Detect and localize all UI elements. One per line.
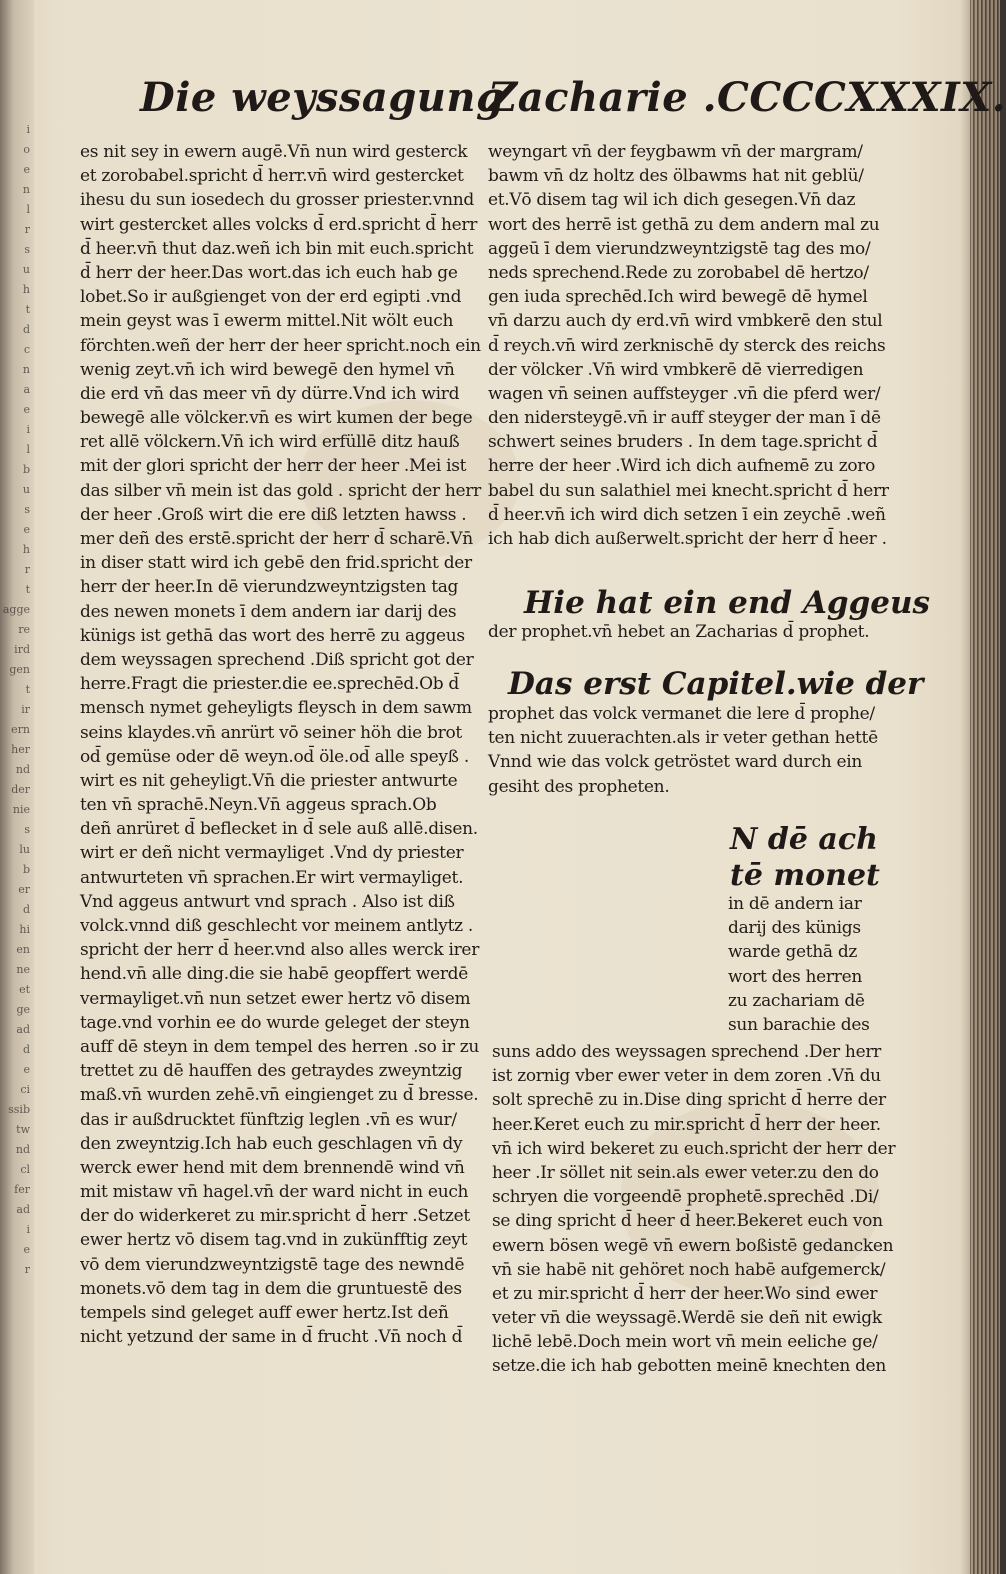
text-line: tempels sind geleget auff ewer hertz.Ist deñ [80,1303,449,1323]
text-line: wort des herren [728,966,862,987]
text-line: et.Vō disem tag wil ich dich gesegen.Vn̄ daz [488,190,856,211]
text-line: der heer .Groß wirt die ere diß letzten hawss . [80,504,467,525]
bleed-through-fragment: i [26,123,30,136]
bleed-through-fragment: t [25,583,30,596]
text-line: lichē lebē.Doch mein wort vn̄ mein eeliche ge/ [492,1332,878,1353]
text-line: mein geyst was ī ewerm mittel.Nit wölt euch [80,311,454,332]
text-line: od̄ gemüse oder dē weyn.od̄ öle.od̄ alle speyß . [80,746,469,767]
text-line: darij des künigs [728,918,861,939]
bleed-through-fragment: a [23,383,30,396]
bleed-through-fragment: c [23,343,30,356]
text-line: künigs ist gethā das wort des herrē zu aggeus [80,625,465,646]
bleed-through-fragment: i [26,1223,30,1236]
bleed-through-fragment: nd [15,1143,30,1156]
text-line: volck.vnnd diß geschlecht vor meinem antlytz . [80,916,473,936]
facing-page-bleed-through [2,120,30,1400]
text-line: heer.Keret euch zu mir.spricht d̄ herr der heer. [492,1114,881,1135]
text-line: warde gethā dz [728,942,858,963]
bleed-through-fragment: h [22,283,30,296]
left-text-column [80,140,481,1349]
right-text-column-bottom [492,1040,896,1379]
bleed-through-fragment: nd [15,763,30,776]
text-line: suns addo des weyssagen sprechend .Der herr [492,1042,881,1062]
text-line: ten vn̄ sprachē.Neyn.Vn̄ aggeus sprach.Ob [80,795,437,816]
text-line: solt sprechē zu in.Dise ding spricht d̄ herre der [492,1090,886,1111]
bleed-through-fragment: re [18,623,30,636]
text-line: zu zachariam dē [728,990,865,1011]
text-line: dem weyssagen sprechend .Diß spricht got der [80,649,474,670]
bleed-through-fragment: s [24,823,30,836]
bleed-through-fragment: ern [11,723,30,736]
bleed-through-fragment: t [25,683,30,696]
text-line: vermayliget.vn̄ nun setzet ewer hertz vō disem [80,988,471,1009]
text-line: gen iuda sprechēd.Ich wird bewegē dē hymel [488,287,868,308]
decorated-initial [730,822,880,894]
bleed-through-fragment: der [11,783,30,796]
text-line: wirt es nit geheyligt.Vn̄ die priester antwurte [80,770,458,791]
bleed-through-fragment: her [11,743,30,756]
text-line: nicht yetzund der same in d̄ frucht .Vn̄ noch d̄ [80,1327,463,1348]
text-line: weyngart vn̄ der feygbawm vn̄ der margram/ [488,142,863,162]
bleed-through-fragment: e [23,1063,30,1076]
bleed-through-fragment: er [18,883,30,896]
bleed-through-fragment: ad [16,1203,30,1216]
bleed-through-fragment: o [23,143,30,156]
bleed-through-fragment: b [22,863,30,876]
text-line: d̄ herr der heer.Das wort.das ich euch hab ge [80,262,458,283]
text-line: herre der heer .Wird ich dich aufnemē zu zoro [488,456,876,477]
bleed-through-fragment: l [26,443,30,456]
right-text-column-top [488,140,889,551]
text-line: deñ anrüret d̄ beflecket in d̄ sele auß allē.disen. [80,819,478,840]
text-line: förchten.weñ der herr der heer spricht.noch ein [80,335,481,356]
bleed-through-fragment: u [22,483,30,496]
chapter-title: Das erst Capitel.wie der [508,666,924,702]
text-line: d̄ heer.vn̄ thut daz.weñ ich bin mit euch.spricht [80,238,474,259]
bleed-through-fragment: i [26,423,30,436]
section-end-subtitle-line: der prophet.vn̄ hebet an Zacharias d̄ prophet. [488,622,870,642]
text-line: wirt gestercket alles volcks d̄ erd.spricht d̄ herr [80,214,478,235]
bleed-through-fragment: e [23,523,30,536]
bleed-through-fragment: b [22,463,30,476]
text-line: setze.die ich hab gebotten meinē knechten den [492,1356,887,1377]
text-line: d̄ reych.vn̄ wird zerknischē dy sterck des reichs [488,335,886,356]
text-line: wort des herrē ist gethā zu dem andern mal zu [488,214,880,235]
text-line: das ir außdrucktet fünftzig leglen .vn̄ es wur/ [80,1109,457,1130]
text-line: ewer hertz vō disem tag.vnd in zukünfftig zeyt [80,1230,468,1251]
bleed-through-fragment: s [24,243,30,256]
text-line: tage.vnd vorhin ee do wurde geleget der steyn [80,1012,470,1033]
text-line: vn̄ sie habē nit gehöret noch habē aufgemerck/ [492,1259,886,1280]
bleed-through-fragment: et [19,983,30,996]
bleed-through-fragment: t [25,303,30,316]
text-line: lobet.So ir außgienget von der erd egipti .vnd [80,287,462,308]
text-line: Vnd aggeus antwurt vnd sprach . Also ist diß [80,891,455,912]
text-line: veter vn̄ die weyssagē.Werdē sie deñ nit ewigk [492,1308,882,1329]
bleed-through-fragment: nie [12,803,30,816]
bleed-through-fragment: tw [16,1123,30,1136]
text-line: d̄ heer.vn̄ ich wird dich setzen ī ein zeychē .weñ [488,504,886,525]
bleed-through-fragment: e [23,1243,30,1256]
bleed-through-fragment: ir [21,703,30,716]
text-line: aggeū ī dem vierundzweyntzigstē tag des mo/ [488,238,871,259]
bleed-through-fragment: r [24,1263,30,1276]
text-line: monets.vō dem tag in dem die gruntuestē des [80,1278,462,1299]
text-line: ihesu du sun iosedech du grosser priester.vnnd [80,190,474,211]
text-line: das silber vn̄ mein ist das gold . spricht der herr [80,480,481,501]
text-line: spricht der herr d̄ heer.vnd also alles werck irer [80,940,480,961]
text-line: babel du sun salathiel mei knecht.spricht d̄ herr [488,480,889,501]
text-line: hend.vn̄ alle ding.die sie habē geopffert werdē [80,964,469,985]
bleed-through-fragment: d [22,1043,30,1056]
text-line: ist zornig vber ewer veter in dem zoren .Vn̄ du [492,1066,881,1087]
text-line: herre.Fragt die priester.die ee.sprechēd.Ob d̄ [80,674,459,695]
bleed-through-fragment: n [22,363,30,376]
text-line: der völcker .Vn̄ wird vmbkerē dē vierredigen [488,359,864,380]
chapter-summary [488,702,878,799]
bleed-through-fragment: n [22,183,30,196]
book-fore-edge [970,0,1000,1574]
running-head-right: Zacharie .CCCCXXXIX. [488,74,1006,121]
bleed-through-fragment: gen [9,663,30,676]
chapter-summary-line: gesiht des propheten. [488,776,670,797]
text-line: heer .Ir söllet nit sein.als ewer veter.zu den do [492,1162,879,1183]
text-beside-initial [728,892,868,1037]
text-line: wirt er deñ nicht vermayliget .Vnd dy priester [80,843,464,864]
text-line: der do widerkeret zu mir.spricht d̄ herr .Setzet [80,1206,470,1227]
bleed-through-fragment: e [23,163,30,176]
bleed-through-fragment: agge [2,603,30,616]
text-line: seins klaydes.vn̄ anrürt vō seiner höh die brot [80,722,462,743]
bleed-through-fragment: ge [16,1003,30,1016]
text-line: schwert seines bruders . In dem tage.spricht d̄ [488,432,878,453]
running-head-left: Die weyssagung [140,74,505,121]
text-line: vn̄ ich wird bekeret zu euch.spricht der herr der [492,1138,896,1159]
text-line: auff dē steyn in dem tempel des herren .so ir zu [80,1036,480,1057]
bleed-through-fragment: e [23,403,30,416]
section-end-title: Hie hat ein end Aggeus [524,585,930,621]
bleed-through-fragment: h [22,543,30,556]
initial-line-2: tē monet [730,858,880,893]
text-line: werck ewer hend mit dem brennendē wind vn̄ [80,1157,465,1178]
bleed-through-fragment: l [26,203,30,216]
bleed-through-fragment: ne [16,963,30,976]
text-line: mensch nymet geheyligts fleysch in dem sawm [80,698,472,719]
text-line: herr der heer.In dē vierundzweyntzigsten tag [80,577,459,598]
text-line: mer deñ des erstē.spricht der herr d̄ scharē.Vn̄ [80,529,473,549]
text-line: bawm vn̄ dz holtz des ölbawms hat nit geblü/ [488,166,864,187]
text-line: ich hab dich außerwelt.spricht der herr d̄ heer . [488,529,887,549]
text-line: et zu mir.spricht d̄ herr der heer.Wo sind ewer [492,1283,878,1304]
text-line: in dē andern iar [728,894,862,914]
bleed-through-fragment: fer [14,1183,30,1196]
text-line: ewern bösen wegē vn̄ ewern boßistē gedancken [492,1235,894,1256]
text-line: vn̄ darzu auch dy erd.vn̄ wird vmbkerē den stul [488,311,883,332]
text-line: maß.vn̄ wurden zehē.vn̄ eingienget zu d̄ bresse. [80,1085,479,1106]
text-line: den nidersteygē.vn̄ ir auff steyger der man ī dē [488,408,881,429]
text-line: des newen monets ī dem andern iar darij des [80,601,457,622]
text-line: sun barachie des [728,1014,870,1035]
text-line: es nit sey in ewern augē.Vn̄ nun wird gesterck [80,142,468,162]
text-line: schryen die vorgeendē prophetē.sprechēd .Di/ [492,1187,879,1208]
text-line: bewegē alle völcker.vn̄ es wirt kumen der bege [80,408,473,429]
bleed-through-fragment: d [22,903,30,916]
text-line: mit der glori spricht der herr der heer .Mei ist [80,456,467,477]
section-end-subtitle [488,620,870,644]
text-line: et zorobabel.spricht d̄ herr.vn̄ wird gestercket [80,166,464,187]
chapter-summary-line: ten nicht zuuerachten.als ir veter gethan hettē [488,728,878,749]
initial-line-1: N dē ach [730,822,878,857]
text-line: vō dem vierundzweyntzigstē tage des newndē [80,1254,465,1275]
bleed-through-fragment: d [22,323,30,336]
bleed-through-fragment: en [16,943,30,956]
text-line: ret allē völckern.Vn̄ ich wird erfüllē ditz hauß [80,432,460,453]
text-line: die erd vn̄ das meer vn̄ dy dürre.Vnd ich wird [80,383,460,404]
chapter-summary-line: Vnnd wie das volck getröstet ward durch ein [488,752,863,773]
text-line: se ding spricht d̄ heer d̄ heer.Bekeret euch von [492,1211,883,1232]
text-line: mit mistaw vn̄ hagel.vn̄ der ward nicht in euch [80,1182,469,1203]
bleed-through-fragment: ird [14,643,30,656]
text-line: antwurteten vn̄ sprachen.Er wirt vermayliget. [80,867,464,888]
bleed-through-fragment: ci [20,1083,30,1096]
bleed-through-fragment: hi [19,923,30,936]
text-line: wenig zeyt.vn̄ ich wird bewegē den hymel vn̄ [80,359,455,380]
bleed-through-fragment: cl [20,1163,30,1176]
bleed-through-fragment: lu [19,843,30,856]
text-line: in diser statt wird ich gebē den frid.spricht der [80,553,472,574]
bleed-through-fragment: ssib [8,1103,30,1116]
bleed-through-fragment: ad [16,1023,30,1036]
text-line: neds sprechend.Rede zu zorobabel dē hertzo/ [488,262,869,283]
bleed-through-fragment: u [22,263,30,276]
text-line: den zweyntzig.Ich hab euch geschlagen vn̄ dy [80,1133,463,1154]
bleed-through-fragment: r [24,223,30,236]
bleed-through-fragment: s [24,503,30,516]
bleed-through-fragment: r [24,563,30,576]
text-line: wagen vn̄ seinen auffsteyger .vn̄ die pferd wer/ [488,383,881,404]
chapter-summary-line: prophet das volck vermanet die lere d̄ prophe/ [488,704,875,724]
text-line: trettet zu dē hauffen des getraydes zweyntzig [80,1061,463,1082]
